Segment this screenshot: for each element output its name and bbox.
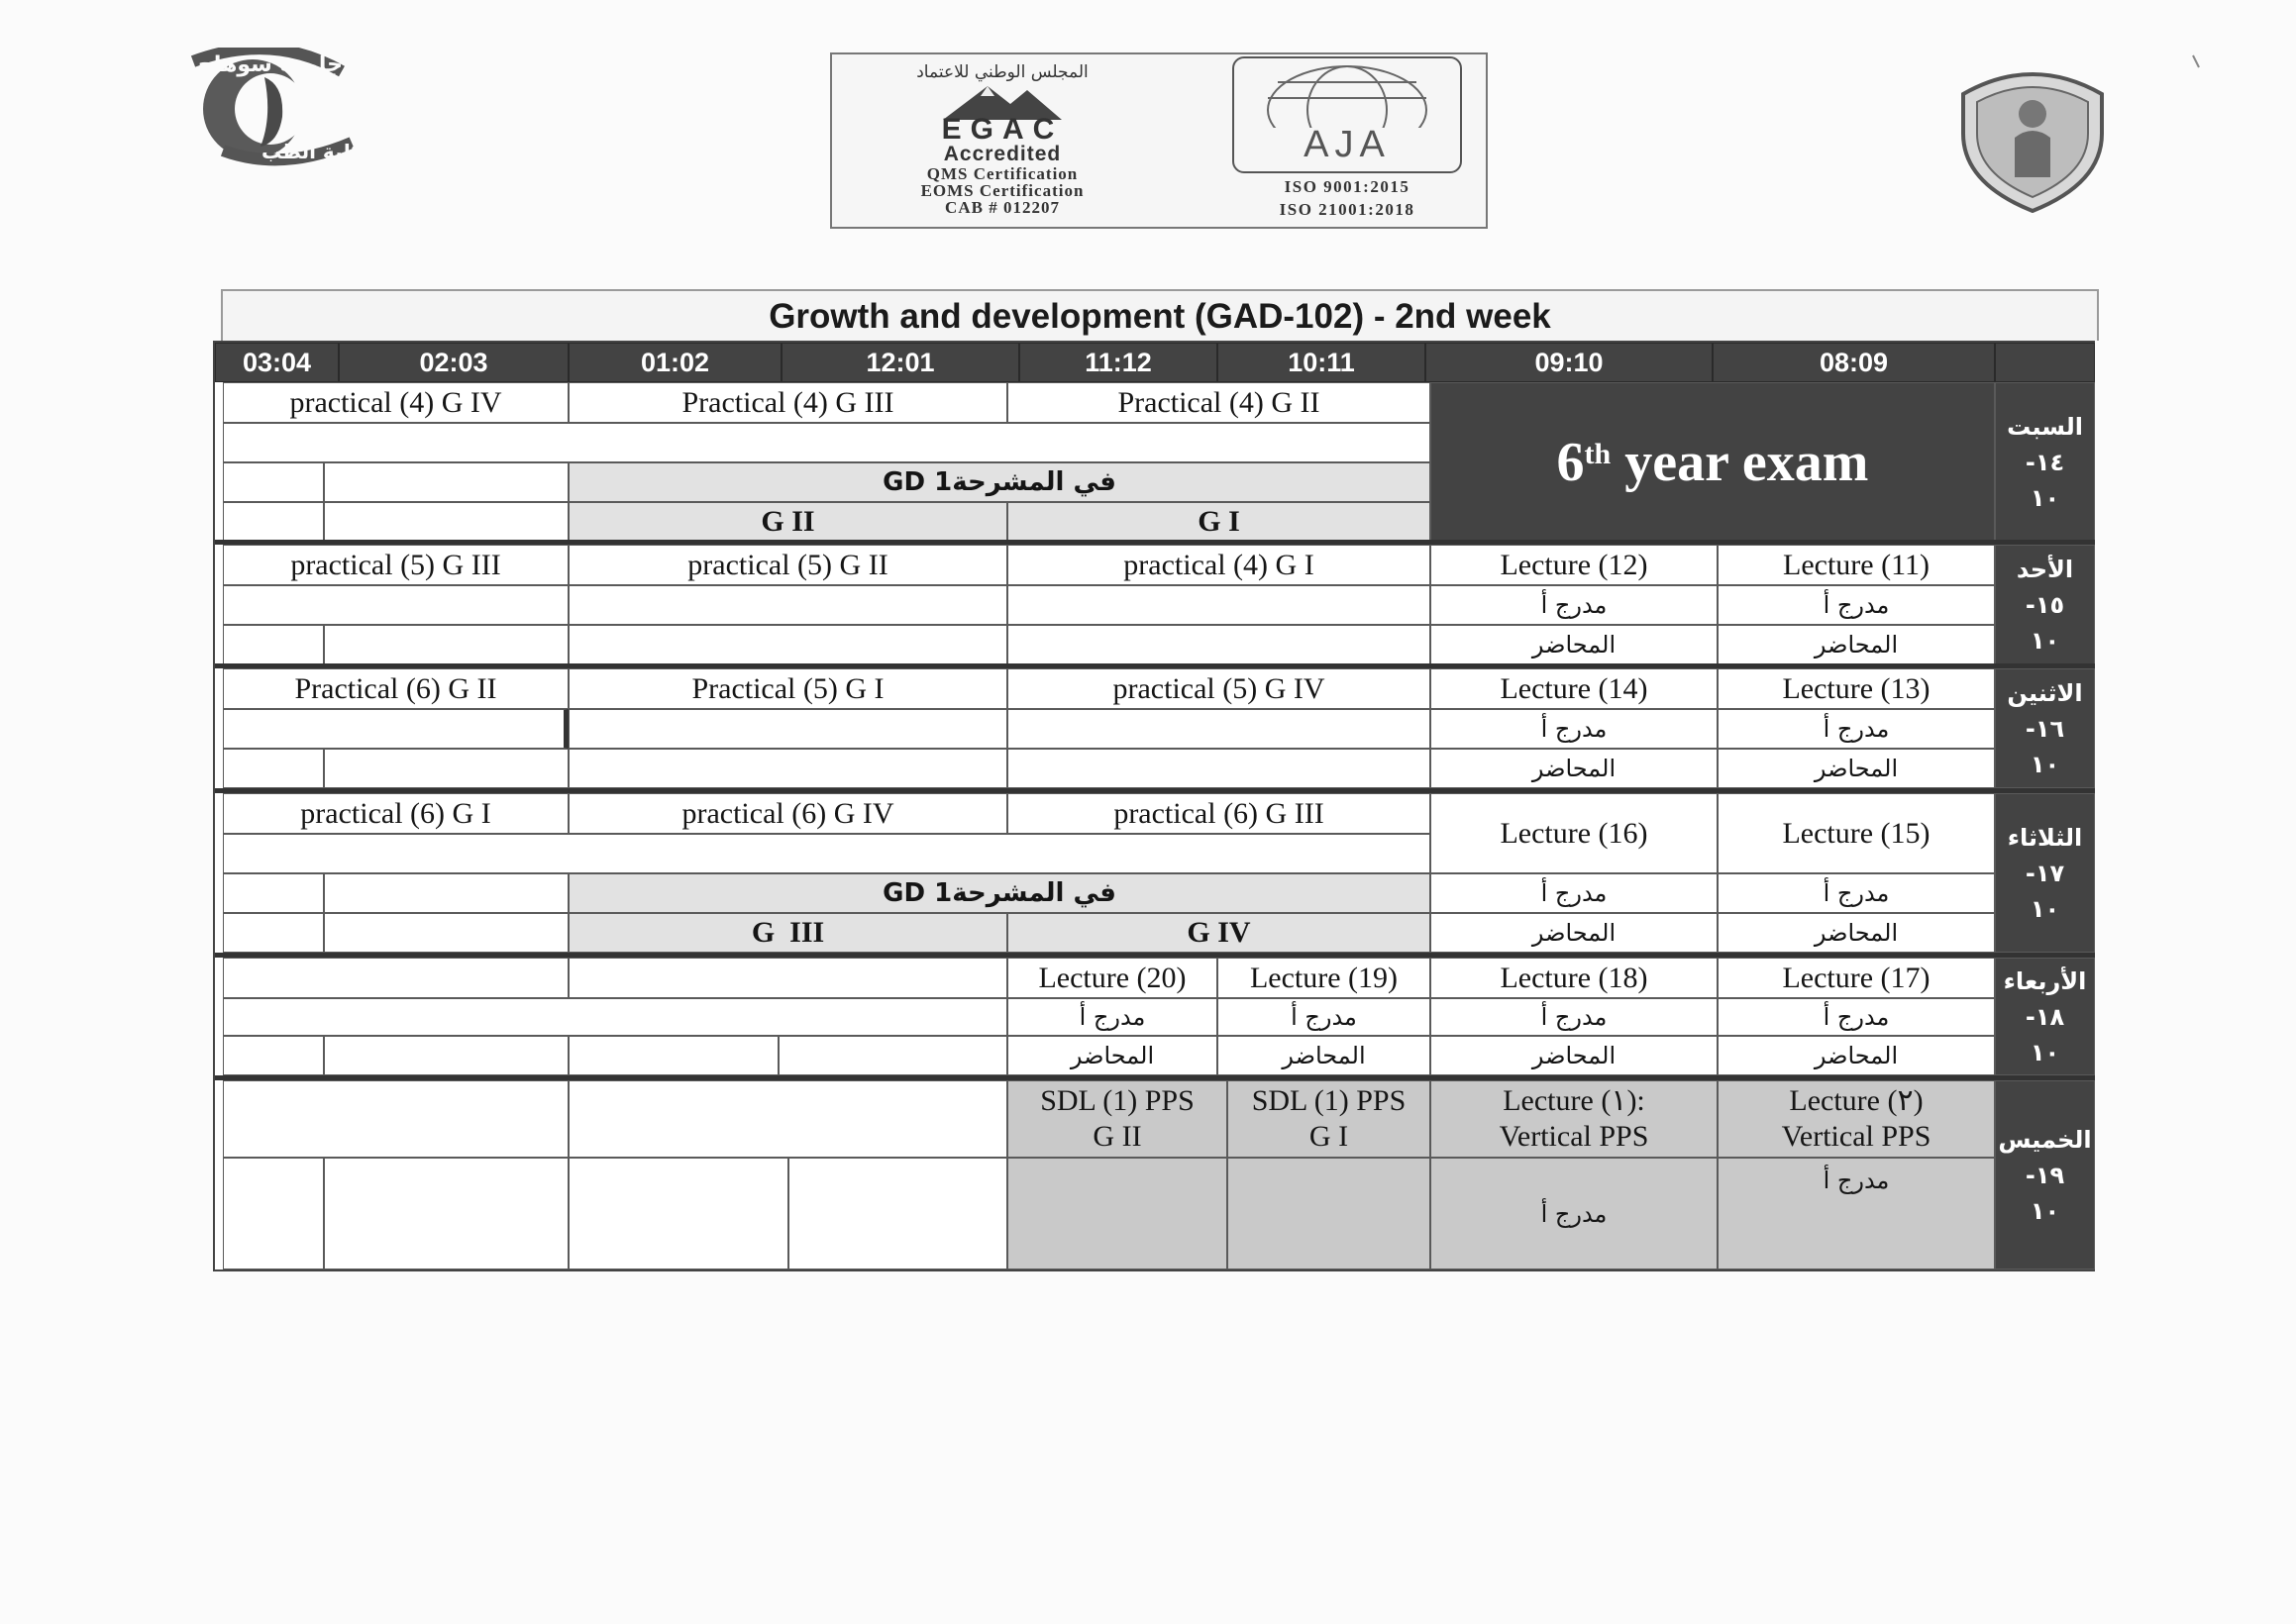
egac-line: QMS Certification [926,164,1079,183]
empty-cell [569,1036,779,1075]
hall-cell: مدرج أ [1718,585,1995,625]
hall-cell: مدرج أ [1007,998,1217,1036]
time-header: 01:02 [569,343,782,382]
lecture-title: Lecture (١): [1503,1084,1645,1117]
day-label-monday [1995,668,2095,788]
sdl-group: G I [1308,1120,1349,1153]
session-cell: practical (4) G I [1007,545,1430,585]
session-cell: Practical (4) G II [1007,382,1430,423]
hall-cell: مدرج أ [1430,998,1718,1036]
sdl-title: SDL (1) PPS [1040,1084,1195,1117]
day-label-sunday [1995,545,2095,664]
egac-line: EOMS Certification [920,181,1085,200]
empty-cell [223,423,1430,462]
empty-cell [223,998,1007,1036]
hall-cell: مدرج أ [1718,1158,1995,1269]
sdl-cell [1227,1080,1430,1158]
exam-cell [1430,382,1995,542]
empty-cell [223,958,569,998]
scan-mark [2191,54,2201,68]
lecture-cell: Lecture (14) [1430,668,1718,709]
sdl-cell [1007,1080,1227,1158]
empty-cell [779,1036,1007,1075]
day-date: -١٥ [2025,590,2065,619]
time-header: 10:11 [1217,343,1425,382]
empty-cell [223,585,569,625]
lecturer-cell: المحاضر [1718,625,1995,664]
empty-cell [324,625,569,664]
empty-cell [223,1158,324,1269]
sohag-university-seal [1943,54,2122,213]
day-month: ١٠ [2030,894,2060,923]
session-cell: practical (5) G IV [1007,668,1430,709]
session-cell: Practical (4) G III [569,382,1007,423]
empty-cell [788,1158,1007,1269]
session-cell: practical (6) G III [1007,793,1430,834]
iso-line: ISO 9001:2015 [1284,177,1410,196]
egac-logo [854,62,1151,221]
session-cell: practical (5) G III [223,545,569,585]
session-cell: Practical (5) G I [569,668,1007,709]
empty-cell [223,462,324,502]
schedule-table [213,341,2095,1271]
empty-cell [223,834,1430,873]
time-header: 08:09 [1713,343,1995,382]
empty-cell [324,873,569,913]
day-date: -١٩ [2025,1161,2065,1189]
certification-box [830,52,1488,229]
hall-cell: مدرج أ [1718,709,1995,749]
day-month: ١٠ [2030,1196,2060,1225]
empty-cell [223,709,569,749]
lecture-cell: Lecture (20) [1007,958,1217,998]
day-name: الخميس [1998,1125,2092,1154]
day-label-wednesday [1995,958,2095,1075]
egac-status: Accredited [943,143,1062,165]
empty-cell [324,502,569,542]
day-month: ١٠ [2030,1038,2060,1066]
hall-cell: مدرج أ [1430,1158,1718,1269]
aja-acronym: AJA [1304,124,1391,165]
lecture-cell: Lecture (13) [1718,668,1995,709]
egac-line: CAB # 012207 [945,198,1060,217]
exam-text: year exam [1611,431,1869,493]
lecturer-cell: المحاضر [1430,913,1718,953]
empty-cell [223,749,324,788]
lecturer-cell: المحاضر [1430,1036,1718,1075]
empty-cell [569,749,1007,788]
exam-number: 6 [1556,431,1585,493]
aja-logo [1218,56,1476,227]
empty-cell [324,1036,569,1075]
time-header: 03:04 [215,343,339,382]
globe-icon [1234,58,1460,128]
time-header: 12:01 [782,343,1019,382]
day-date: -١٧ [2025,859,2065,887]
sdl-title: SDL (1) PPS [1251,1084,1407,1117]
time-header: 02:03 [339,343,569,382]
lecture-title: Lecture (٢) [1789,1084,1924,1117]
session-cell: practical (5) G II [569,545,1007,585]
empty-cell [569,625,1007,664]
lecture-cell: Lecture (12) [1430,545,1718,585]
dissection-hall-cell: GD 1في المشرحة [569,462,1430,502]
empty-cell [1227,1158,1430,1269]
empty-cell [569,1158,788,1269]
hall-cell: مدرج أ [1718,873,1995,913]
empty-cell [324,462,569,502]
lecture-topic: Vertical PPS [1781,1120,1931,1153]
lecturer-cell: المحاضر [1217,1036,1430,1075]
svg-text:كلية الطب: كلية الطب [261,140,364,163]
empty-cell [324,1158,569,1269]
time-header: 11:12 [1019,343,1217,382]
empty-cell [569,585,1007,625]
lecture-cell: Lecture (17) [1718,958,1995,998]
empty-cell [1007,749,1430,788]
day-name: السبت [2007,412,2083,441]
lecture-topic: Vertical PPS [1499,1120,1649,1153]
session-cell: practical (6) G I [223,793,569,834]
hall-cell: مدرج أ [1430,585,1718,625]
day-header [1995,343,2095,382]
group-cell: G IV [1007,913,1430,953]
empty-cell [569,1080,1007,1158]
empty-cell [324,749,569,788]
empty-cell [324,913,569,953]
lecture-cell [1430,1080,1718,1158]
lecturer-cell: المحاضر [1007,1036,1217,1075]
lecture-cell: Lecture (19) [1217,958,1430,998]
lecture-cell: Lecture (11) [1718,545,1995,585]
day-month: ١٠ [2030,750,2060,778]
lecture-cell: Lecture (16) [1430,793,1718,873]
session-cell: practical (4) G IV [223,382,569,423]
day-month: ١٠ [2030,626,2060,655]
empty-cell [1007,709,1430,749]
hall-cell: مدرج أ [1430,709,1718,749]
empty-cell [1007,1158,1227,1269]
day-name: الأحد [2016,555,2074,583]
lecturer-cell: المحاضر [1430,749,1718,788]
day-label-saturday [1995,382,2095,542]
hall-cell: مدرج أ [1217,998,1430,1036]
empty-cell [223,1080,569,1158]
egac-arabic-name: المجلس الوطني للاعتماد [916,62,1089,82]
dissection-hall-cell: GD 1في المشرحة [569,873,1430,913]
day-month: ١٠ [2030,483,2060,512]
empty-cell [1007,585,1430,625]
session-cell: practical (6) G IV [569,793,1007,834]
sdl-group: G II [1093,1120,1142,1153]
faculty-of-medicine-logo [154,48,366,166]
lecturer-cell: المحاضر [1718,749,1995,788]
day-name: الثلاثاء [2007,823,2083,852]
day-date: -١٤ [2025,448,2065,476]
group-cell: G III [569,913,1007,953]
day-label-tuesday [1995,793,2095,953]
day-date: -١٦ [2025,714,2065,743]
aja-frame [1232,56,1462,173]
lecture-cell: Lecture (18) [1430,958,1718,998]
empty-cell [1007,625,1430,664]
egac-acronym: EGAC [941,113,1064,146]
lecturer-cell: المحاضر [1430,625,1718,664]
group-cell: G I [1007,502,1430,542]
day-name: الاثنين [2007,678,2083,707]
empty-cell [223,913,324,953]
lecturer-cell: المحاضر [1718,1036,1995,1075]
iso-line: ISO 21001:2018 [1279,200,1415,219]
exam-ordinal: th [1584,437,1612,470]
day-name: الأربعاء [2003,966,2087,995]
session-cell: Practical (6) G II [223,668,569,709]
schedule-title: Growth and development (GAD-102) - 2nd week [221,289,2099,341]
lecturer-cell: المحاضر [1718,913,1995,953]
empty-cell [223,873,324,913]
empty-cell [223,502,324,542]
empty-cell [569,958,1007,998]
hall-cell: مدرج أ [1430,873,1718,913]
empty-cell [223,1036,324,1075]
group-cell: G II [569,502,1007,542]
hall-cell: مدرج أ [1718,998,1995,1036]
lecture-cell [1718,1080,1995,1158]
lecture-cell: Lecture (15) [1718,793,1995,873]
empty-cell [569,709,1007,749]
day-label-thursday [1995,1080,2095,1269]
day-date: -١٨ [2025,1002,2065,1031]
empty-cell [223,625,324,664]
svg-text:جامعة سوهاج: جامعة سوهاج [198,52,343,77]
time-header: 09:10 [1425,343,1713,382]
